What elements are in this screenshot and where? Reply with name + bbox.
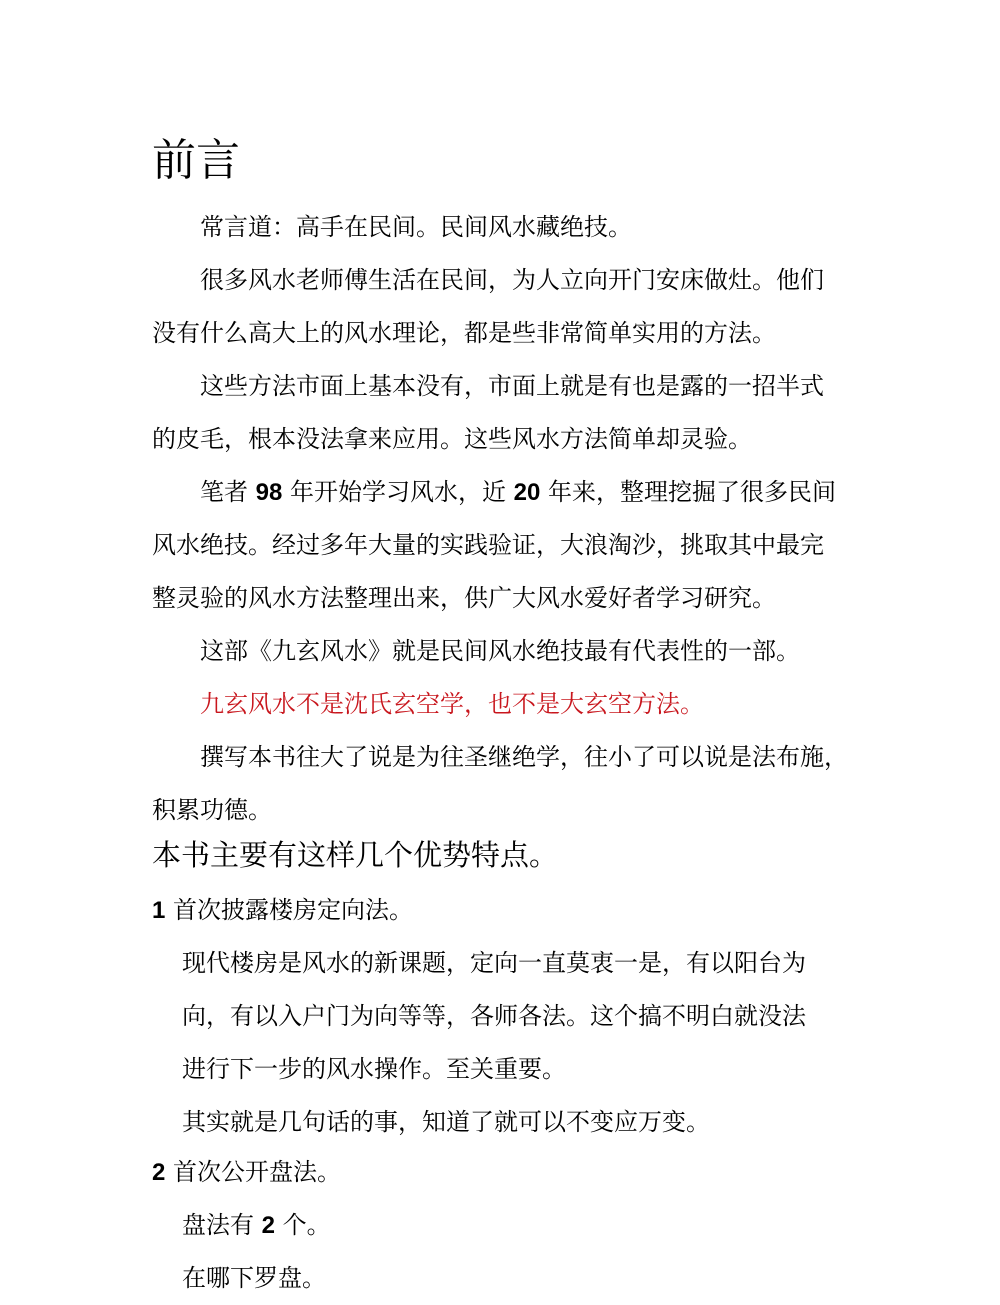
feature-line: 在哪下罗盘。 [182, 1264, 326, 1292]
feature-number: 2 [152, 1159, 166, 1186]
feature-line: 进行下一步的风水操作。至关重要。 [182, 1055, 566, 1083]
feature-line: 现代楼房是风水的新课题，定向一直莫衷一是，有以阳台为 [182, 949, 806, 977]
intro-line [152, 466, 852, 519]
intro-paragraph-2 [152, 254, 852, 360]
feature-line: 向，有以入户门为向等等，各师各法。这个搞不明白就没法 [182, 1002, 806, 1030]
features-heading: 本书主要有这样几个优势特点。 [152, 838, 559, 872]
intro-line: 撰写本书往大了说是为往圣继绝学，往小了可以说是法布施， [200, 743, 848, 771]
count-number: 2 [261, 1212, 275, 1239]
intro-line: 很多风水老师傅生活在民间，为人立向开门安床做灶。他们 [200, 266, 824, 294]
intro-paragraph-5 [152, 625, 900, 678]
intro-line: 风水绝技。经过多年大量的实践验证，大浪淘沙，挑取其中最完 [152, 531, 824, 559]
intro-line: 常言道：高手在民间。民间风水藏绝技。 [200, 213, 632, 241]
feature-line [182, 1199, 862, 1252]
feature-title: 首次披露楼房定向法。 [165, 896, 413, 924]
intro-paragraph-4 [152, 466, 852, 625]
feature-1-heading [152, 884, 413, 937]
intro-paragraph-3 [152, 360, 852, 466]
text-fragment: 年开始学习风水，近 [282, 478, 514, 506]
intro-line: 积累功德。 [152, 796, 272, 824]
feature-2-heading [152, 1146, 341, 1199]
page-title: 前言 [152, 135, 240, 186]
intro-line: 这部《九玄风水》就是民间风水绝技最有代表性的一部。 [200, 637, 800, 665]
year-number: 98 [255, 479, 283, 506]
text-fragment: 盘法有 [182, 1211, 262, 1239]
intro-line: 没有什么高大上的风水理论，都是些非常简单实用的方法。 [152, 319, 776, 347]
feature-number: 1 [152, 897, 166, 924]
intro-paragraph-7 [152, 731, 852, 837]
intro-line: 的皮毛，根本没法拿来应用。这些风水方法简单却灵验。 [152, 425, 752, 453]
red-emphasis-paragraph [152, 678, 900, 731]
years-count: 20 [513, 479, 541, 506]
feature-line: 其实就是几句话的事，知道了就可以不变应万变。 [182, 1108, 710, 1136]
intro-paragraph-1 [152, 201, 900, 254]
text-fragment: 个。 [275, 1211, 331, 1239]
emphasis-line: 九玄风水不是沈氏玄空学，也不是大玄空方法。 [200, 690, 704, 718]
intro-line: 这些方法市面上基本没有，市面上就是有也是露的一招半式 [200, 372, 824, 400]
intro-line: 整灵验的风水方法整理出来，供广大风水爱好者学习研究。 [152, 584, 776, 612]
feature-1-body [182, 937, 862, 1149]
feature-2-body [182, 1199, 862, 1305]
text-fragment: 年来，整理挖掘了很多民间 [540, 478, 836, 506]
text-fragment: 笔者 [200, 478, 256, 506]
feature-title: 首次公开盘法。 [165, 1158, 341, 1186]
